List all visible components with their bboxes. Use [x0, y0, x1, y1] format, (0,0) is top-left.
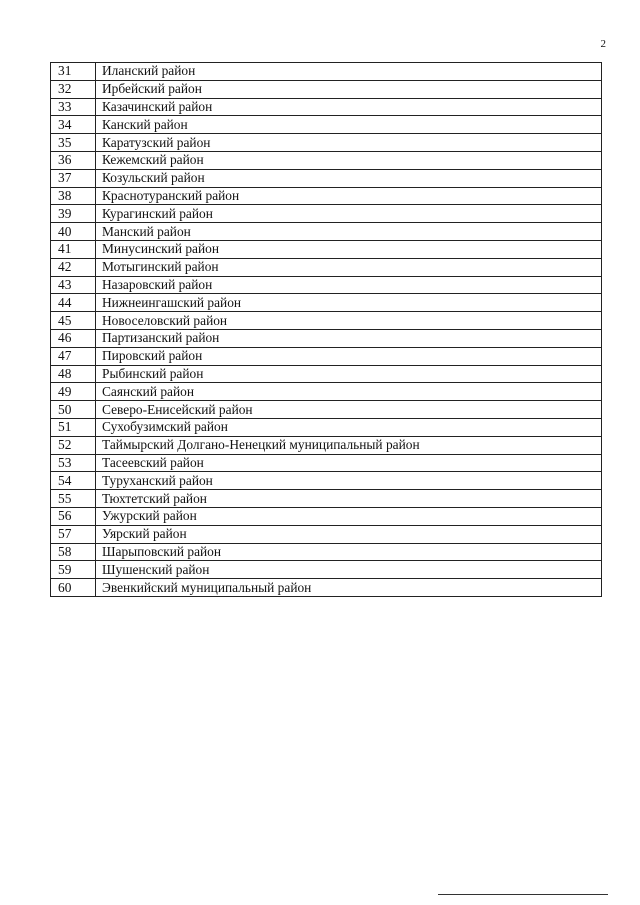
row-number-cell: 60	[51, 579, 96, 597]
district-name-cell: Уярский район	[96, 525, 602, 543]
table-row	[51, 223, 602, 241]
row-number-cell: 48	[51, 365, 96, 383]
table-row	[51, 240, 602, 258]
district-name-cell: Курагинский район	[96, 205, 602, 223]
row-number-cell: 36	[51, 151, 96, 169]
table-row	[51, 525, 602, 543]
row-number-cell: 45	[51, 312, 96, 330]
table-row	[51, 98, 602, 116]
row-number-cell: 51	[51, 418, 96, 436]
district-name-cell: Кежемский район	[96, 151, 602, 169]
district-name-cell: Шушенский район	[96, 561, 602, 579]
table-row	[51, 116, 602, 134]
table-row	[51, 507, 602, 525]
district-name-cell: Нижнеингашский район	[96, 294, 602, 312]
district-name-cell: Казачинский район	[96, 98, 602, 116]
table-row	[51, 258, 602, 276]
table-row	[51, 312, 602, 330]
row-number-cell: 37	[51, 169, 96, 187]
page-number: 2	[600, 38, 606, 50]
table-row	[51, 134, 602, 152]
table-row	[51, 561, 602, 579]
district-name-cell: Сухобузимский район	[96, 418, 602, 436]
row-number-cell: 50	[51, 401, 96, 419]
row-number-cell: 53	[51, 454, 96, 472]
table-row	[51, 365, 602, 383]
district-name-cell: Мотыгинский район	[96, 258, 602, 276]
district-name-cell: Манский район	[96, 223, 602, 241]
row-number-cell: 44	[51, 294, 96, 312]
table-row	[51, 490, 602, 508]
table-row	[51, 454, 602, 472]
district-name-cell: Рыбинский район	[96, 365, 602, 383]
table-row	[51, 205, 602, 223]
district-name-cell: Пировский район	[96, 347, 602, 365]
row-number-cell: 39	[51, 205, 96, 223]
table-row	[51, 579, 602, 597]
row-number-cell: 40	[51, 223, 96, 241]
row-number-cell: 55	[51, 490, 96, 508]
row-number-cell: 43	[51, 276, 96, 294]
row-number-cell: 35	[51, 134, 96, 152]
row-number-cell: 41	[51, 240, 96, 258]
district-name-cell: Саянский район	[96, 383, 602, 401]
row-number-cell: 46	[51, 329, 96, 347]
table-row	[51, 401, 602, 419]
table-row	[51, 383, 602, 401]
row-number-cell: 52	[51, 436, 96, 454]
row-number-cell: 42	[51, 258, 96, 276]
table-row	[51, 294, 602, 312]
district-name-cell: Тюхтетский район	[96, 490, 602, 508]
table-row	[51, 80, 602, 98]
row-number-cell: 38	[51, 187, 96, 205]
district-name-cell: Козульский район	[96, 169, 602, 187]
footer-rule	[438, 894, 608, 895]
row-number-cell: 56	[51, 507, 96, 525]
district-name-cell: Иланский район	[96, 63, 602, 81]
district-name-cell: Туруханский район	[96, 472, 602, 490]
row-number-cell: 54	[51, 472, 96, 490]
table-row	[51, 543, 602, 561]
row-number-cell: 58	[51, 543, 96, 561]
row-number-cell: 59	[51, 561, 96, 579]
table-row	[51, 63, 602, 81]
row-number-cell: 49	[51, 383, 96, 401]
districts-table	[50, 62, 602, 597]
table-row	[51, 187, 602, 205]
district-name-cell: Назаровский район	[96, 276, 602, 294]
row-number-cell: 57	[51, 525, 96, 543]
district-name-cell: Каратузский район	[96, 134, 602, 152]
row-number-cell: 33	[51, 98, 96, 116]
district-name-cell: Новоселовский район	[96, 312, 602, 330]
districts-table-body	[51, 63, 602, 597]
table-row	[51, 347, 602, 365]
district-name-cell: Шарыповский район	[96, 543, 602, 561]
table-row	[51, 418, 602, 436]
table-row	[51, 436, 602, 454]
district-name-cell: Партизанский район	[96, 329, 602, 347]
district-name-cell: Эвенкийский муниципальный район	[96, 579, 602, 597]
row-number-cell: 47	[51, 347, 96, 365]
district-name-cell: Ирбейский район	[96, 80, 602, 98]
row-number-cell: 31	[51, 63, 96, 81]
table-row	[51, 472, 602, 490]
district-name-cell: Северо-Енисейский район	[96, 401, 602, 419]
table-row	[51, 276, 602, 294]
district-name-cell: Канский район	[96, 116, 602, 134]
district-name-cell: Краснотуранский район	[96, 187, 602, 205]
table-row	[51, 329, 602, 347]
district-name-cell: Тасеевский район	[96, 454, 602, 472]
district-name-cell: Таймырский Долгано-Ненецкий муниципальный район	[96, 436, 602, 454]
districts-table-container	[50, 62, 601, 597]
row-number-cell: 32	[51, 80, 96, 98]
row-number-cell: 34	[51, 116, 96, 134]
district-name-cell: Минусинский район	[96, 240, 602, 258]
table-row	[51, 151, 602, 169]
table-row	[51, 169, 602, 187]
district-name-cell: Ужурский район	[96, 507, 602, 525]
